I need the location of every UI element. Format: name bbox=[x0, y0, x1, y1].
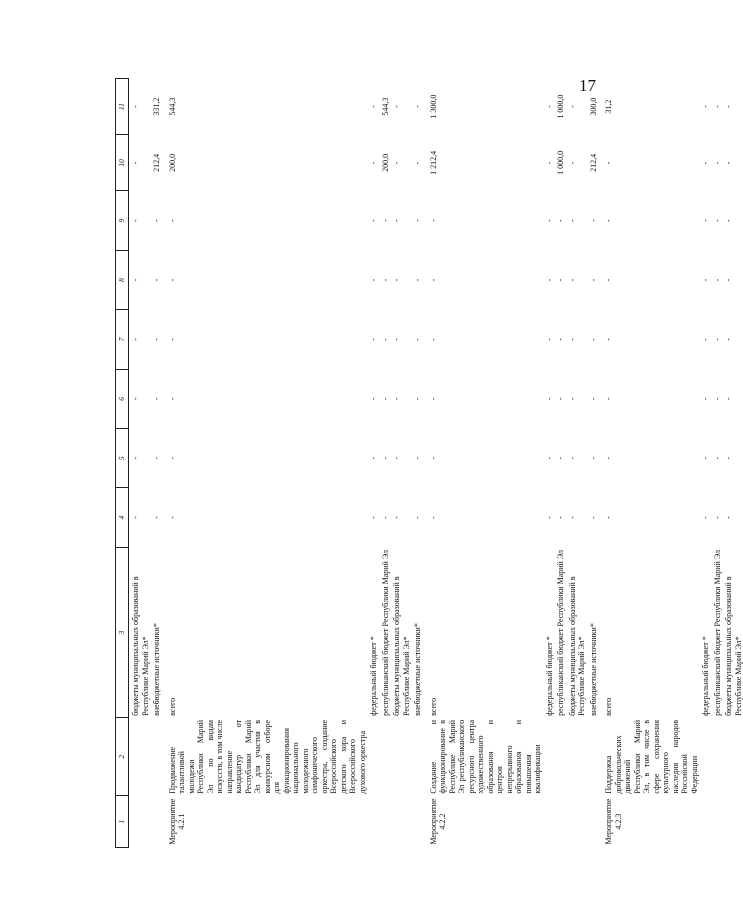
value-cell: - bbox=[380, 219, 390, 222]
value-cell: - bbox=[131, 397, 140, 401]
value-cell: - bbox=[131, 338, 140, 341]
value-cell: - bbox=[724, 278, 733, 282]
value-cell: - bbox=[167, 516, 177, 519]
table-row bbox=[554, 79, 566, 848]
funding-source-cell: бюджеты муниципальных образований в Республике Марий Эл* bbox=[392, 576, 411, 716]
value-cell: - bbox=[712, 278, 722, 282]
value-cell: - bbox=[392, 516, 401, 519]
funding-source-cell: федеральный бюджет * bbox=[544, 636, 554, 716]
value-cell: - bbox=[604, 456, 613, 460]
value-cell: - bbox=[380, 456, 390, 460]
table-row bbox=[390, 79, 411, 848]
activity-code-cell bbox=[150, 796, 162, 848]
column-header: 1 bbox=[116, 796, 129, 848]
funding-source-cell: внебюджетные источники* bbox=[413, 623, 422, 716]
table-row bbox=[411, 79, 423, 848]
funding-source-cell: внебюджетные источники* bbox=[588, 623, 598, 716]
table-row bbox=[367, 79, 379, 848]
activity-name-cell: Продвижение талантливой молодежи Республики Марий Эл по видам искусств, в том числе направление кандидатур от Республики Марий Эл для участия в конкурсном отборе для функционирования национального молодежного симфонического оркестра, создание Всероссийского детского хора и Всероссийского духового оркестра bbox=[167, 719, 367, 794]
activity-name-cell bbox=[699, 718, 711, 796]
funding-source-cell: бюджеты муниципальных образований в Республике Марий Эл* bbox=[131, 576, 150, 716]
value-cell: - bbox=[556, 338, 565, 341]
activity-name-cell bbox=[367, 718, 379, 796]
activity-name-cell: Поддержка добровольческих движений Республики Марий Эл, в том числе в сфере сохранения культурного наследия народов Российской Федерации bbox=[604, 719, 699, 794]
table-row bbox=[711, 79, 723, 848]
table-body bbox=[129, 79, 743, 848]
activity-name-cell bbox=[722, 718, 743, 796]
activity-name-cell bbox=[554, 718, 566, 796]
value-cell: - bbox=[556, 456, 565, 460]
funding-source-cell: бюджеты муниципальных образований в Республике Марий Эл* bbox=[567, 576, 586, 716]
value-cell: - bbox=[152, 516, 161, 519]
value-cell: - bbox=[556, 278, 565, 282]
value-cell: - bbox=[701, 338, 710, 341]
value-cell: - bbox=[604, 516, 613, 519]
value-cell: - bbox=[556, 397, 565, 401]
value-cell: - bbox=[712, 397, 722, 401]
activity-code-cell bbox=[543, 796, 555, 848]
value-cell: - bbox=[544, 516, 554, 519]
value-cell: - bbox=[544, 338, 554, 341]
value-cell: - bbox=[712, 161, 722, 165]
activity-name-cell bbox=[587, 718, 599, 796]
value-cell: - bbox=[712, 105, 722, 108]
value-cell: - bbox=[588, 397, 598, 401]
value-cell: - bbox=[544, 397, 554, 401]
value-cell: - bbox=[428, 397, 438, 401]
value-cell: - bbox=[131, 105, 140, 108]
value-cell: 1 000,0 bbox=[556, 94, 565, 119]
value-cell: - bbox=[724, 516, 733, 519]
value-cell: 212,4 bbox=[152, 153, 161, 172]
activity-name-cell bbox=[566, 718, 587, 796]
activity-code-cell bbox=[367, 796, 379, 848]
value-cell: - bbox=[544, 278, 554, 282]
column-header: 8 bbox=[116, 250, 129, 309]
value-cell: 544,3 bbox=[380, 97, 390, 116]
value-cell: - bbox=[392, 278, 401, 282]
table-row bbox=[543, 79, 555, 848]
funding-source-cell: всего bbox=[167, 697, 177, 716]
value-cell: - bbox=[712, 219, 722, 222]
value-cell: - bbox=[413, 219, 422, 222]
table-row bbox=[379, 79, 391, 848]
value-cell: - bbox=[167, 278, 177, 282]
value-cell: - bbox=[131, 161, 140, 165]
value-cell: - bbox=[369, 456, 378, 460]
value-cell: - bbox=[701, 516, 710, 519]
value-cell: 1 212,4 bbox=[428, 150, 438, 175]
activity-code-cell bbox=[711, 796, 723, 848]
budget-table bbox=[115, 78, 743, 848]
activity-code-cell: Мероприятие 4.2.1 bbox=[167, 798, 186, 845]
value-cell: - bbox=[567, 105, 577, 108]
value-cell: - bbox=[131, 278, 140, 282]
value-cell: - bbox=[413, 161, 422, 165]
value-cell: - bbox=[712, 516, 722, 519]
value-cell: - bbox=[413, 397, 422, 401]
value-cell: - bbox=[392, 161, 401, 165]
value-cell: - bbox=[413, 338, 422, 341]
activity-name-cell bbox=[129, 718, 151, 796]
value-cell: - bbox=[369, 397, 378, 401]
value-cell: - bbox=[413, 278, 422, 282]
value-cell: 300,0 bbox=[588, 97, 598, 116]
table-row bbox=[587, 79, 599, 848]
value-cell: 200,0 bbox=[167, 153, 177, 172]
value-cell: - bbox=[392, 338, 401, 341]
value-cell: - bbox=[392, 219, 401, 222]
activity-code-cell bbox=[411, 796, 423, 848]
value-cell: - bbox=[567, 397, 577, 401]
activity-name-cell bbox=[411, 718, 423, 796]
value-cell: - bbox=[567, 219, 577, 222]
value-cell: - bbox=[724, 456, 733, 460]
value-cell: - bbox=[131, 219, 140, 222]
value-cell: - bbox=[556, 219, 565, 222]
value-cell: - bbox=[567, 161, 577, 165]
value-cell: 1 000,0 bbox=[556, 150, 565, 175]
activity-name-cell bbox=[543, 718, 555, 796]
value-cell: - bbox=[724, 219, 733, 222]
value-cell: 212,4 bbox=[588, 153, 598, 172]
value-cell: - bbox=[167, 219, 177, 222]
value-cell: - bbox=[380, 338, 390, 341]
column-header: 7 bbox=[116, 310, 129, 369]
value-cell: - bbox=[428, 219, 438, 222]
value-cell: - bbox=[544, 161, 554, 165]
value-cell: - bbox=[369, 278, 378, 282]
value-cell: - bbox=[167, 338, 177, 341]
value-cell: - bbox=[428, 516, 438, 519]
column-header-row bbox=[116, 79, 129, 848]
value-cell: - bbox=[567, 338, 577, 341]
value-cell: - bbox=[604, 161, 613, 165]
column-header: 10 bbox=[116, 135, 129, 191]
activity-code-cell bbox=[390, 796, 411, 848]
table-row bbox=[423, 79, 543, 848]
funding-source-cell: республиканский бюджет Республики Марий Эл bbox=[556, 549, 565, 716]
funding-source-cell: всего bbox=[604, 697, 613, 716]
value-cell: - bbox=[604, 338, 613, 341]
activity-code-cell bbox=[379, 796, 391, 848]
value-cell: - bbox=[544, 456, 554, 460]
activity-code-cell bbox=[566, 796, 587, 848]
table-row bbox=[566, 79, 587, 848]
funding-source-cell: внебюджетные источники* bbox=[152, 623, 161, 716]
table-row bbox=[162, 79, 368, 848]
activity-code-cell bbox=[587, 796, 599, 848]
value-cell: - bbox=[392, 397, 401, 401]
table-row bbox=[699, 79, 711, 848]
funding-source-cell: федеральный бюджет * bbox=[369, 636, 378, 716]
activity-name-cell bbox=[150, 718, 162, 796]
value-cell: - bbox=[588, 516, 598, 519]
activity-name-cell bbox=[390, 718, 411, 796]
value-cell: - bbox=[724, 161, 733, 165]
value-cell: 331,2 bbox=[152, 97, 161, 116]
value-cell: - bbox=[369, 219, 378, 222]
value-cell: 1 300,0 bbox=[428, 94, 438, 119]
value-cell: - bbox=[380, 397, 390, 401]
value-cell: - bbox=[724, 338, 733, 341]
value-cell: - bbox=[152, 338, 161, 341]
activity-code-cell: Мероприятие 4.2.3 bbox=[604, 798, 623, 845]
value-cell: - bbox=[380, 278, 390, 282]
funding-source-cell: всего bbox=[428, 697, 438, 716]
activity-code-cell bbox=[129, 796, 151, 848]
column-header: 6 bbox=[116, 369, 129, 428]
value-cell: 544,3 bbox=[167, 97, 177, 116]
value-cell: - bbox=[701, 456, 710, 460]
value-cell: - bbox=[152, 219, 161, 222]
value-cell: - bbox=[369, 105, 378, 108]
value-cell: - bbox=[392, 105, 401, 108]
value-cell: - bbox=[588, 456, 598, 460]
value-cell: - bbox=[712, 456, 722, 460]
value-cell: - bbox=[567, 456, 577, 460]
value-cell: - bbox=[567, 278, 577, 282]
value-cell: - bbox=[152, 456, 161, 460]
value-cell: - bbox=[724, 105, 733, 108]
table-row bbox=[150, 79, 162, 848]
value-cell: - bbox=[701, 397, 710, 401]
value-cell: - bbox=[413, 516, 422, 519]
column-header: 9 bbox=[116, 191, 129, 250]
value-cell: - bbox=[724, 397, 733, 401]
activity-name-cell bbox=[711, 718, 723, 796]
value-cell: - bbox=[556, 516, 565, 519]
column-header: 11 bbox=[116, 79, 129, 135]
activity-name-cell: Создание и функционирование в Республике Марий Эл республиканского ресурсного центра художественного образования и центров непрерывного образования и повышения квалификации bbox=[428, 719, 542, 794]
value-cell: - bbox=[369, 516, 378, 519]
activity-code-cell bbox=[554, 796, 566, 848]
table-row bbox=[722, 79, 743, 848]
value-cell: - bbox=[167, 456, 177, 460]
value-cell: - bbox=[588, 278, 598, 282]
value-cell: - bbox=[604, 219, 613, 222]
funding-source-cell: бюджеты муниципальных образований в Республике Марий Эл* bbox=[724, 576, 743, 716]
value-cell: - bbox=[701, 278, 710, 282]
table-row bbox=[129, 79, 151, 848]
value-cell: - bbox=[131, 456, 140, 460]
value-cell: - bbox=[369, 338, 378, 341]
value-cell: - bbox=[413, 105, 422, 108]
value-cell: - bbox=[701, 219, 710, 222]
activity-code-cell bbox=[722, 796, 743, 848]
value-cell: - bbox=[588, 219, 598, 222]
value-cell: - bbox=[152, 278, 161, 282]
value-cell: - bbox=[604, 397, 613, 401]
value-cell: - bbox=[701, 105, 710, 108]
value-cell: - bbox=[428, 278, 438, 282]
value-cell: - bbox=[567, 516, 577, 519]
value-cell: - bbox=[413, 456, 422, 460]
value-cell: - bbox=[392, 456, 401, 460]
activity-code-cell: Мероприятие 4.2.2 bbox=[428, 798, 447, 845]
value-cell: - bbox=[701, 161, 710, 165]
value-cell: 31,2 bbox=[604, 99, 613, 114]
column-header: 5 bbox=[116, 429, 129, 488]
value-cell: - bbox=[604, 278, 613, 282]
value-cell: 200,0 bbox=[380, 153, 390, 172]
activity-name-cell bbox=[379, 718, 391, 796]
value-cell: - bbox=[428, 338, 438, 341]
budget-table-rotated bbox=[115, 78, 743, 848]
activity-code-cell bbox=[699, 796, 711, 848]
value-cell: - bbox=[380, 516, 390, 519]
funding-source-cell: федеральный бюджет * bbox=[701, 636, 710, 716]
page-number: 17 bbox=[579, 76, 596, 95]
column-header: 4 bbox=[116, 488, 129, 547]
value-cell: - bbox=[712, 338, 722, 341]
value-cell: - bbox=[544, 105, 554, 108]
table-row bbox=[598, 79, 699, 848]
funding-source-cell: республиканский бюджет Республики Марий Эл bbox=[380, 549, 390, 716]
column-header: 3 bbox=[116, 547, 129, 718]
value-cell: - bbox=[167, 397, 177, 401]
value-cell: - bbox=[428, 456, 438, 460]
value-cell: - bbox=[369, 161, 378, 165]
funding-source-cell: республиканский бюджет Республики Марий Эл bbox=[712, 549, 722, 716]
column-header: 2 bbox=[116, 718, 129, 796]
value-cell: - bbox=[544, 219, 554, 222]
value-cell: - bbox=[131, 516, 140, 519]
value-cell: - bbox=[152, 397, 161, 401]
value-cell: - bbox=[588, 338, 598, 341]
